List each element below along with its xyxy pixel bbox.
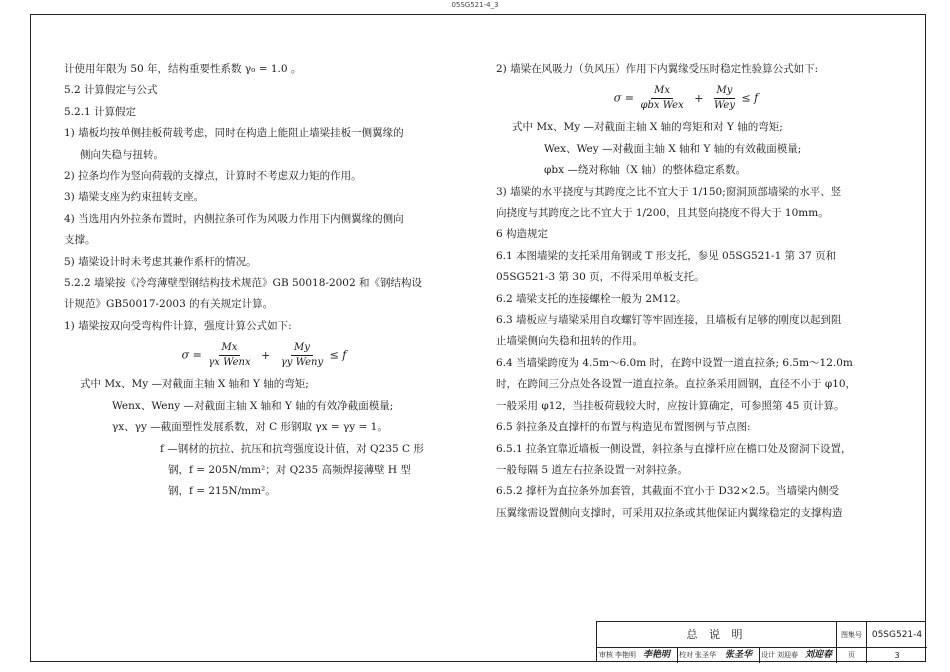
paragraph: 侧向失稳与扭转。 bbox=[80, 148, 164, 161]
right-column bbox=[496, 59, 876, 524]
signature-row bbox=[597, 648, 837, 663]
designer-signature: 刘迎春 bbox=[805, 650, 833, 660]
paragraph: 1) 墙板均按单侧挂板荷载考虑，同时在构造上能阻止墙梁挂板一侧翼缘的 bbox=[64, 127, 404, 140]
formula-numerator: My bbox=[291, 341, 313, 356]
paragraph: 计使用年限为 50 年，结构重要性系数 γ₀ = 1.0 。 bbox=[64, 63, 302, 75]
paragraph: 向挠度与其跨度之比不宜大于 1/200，且其竖向挠度不得大于 10mm。 bbox=[496, 207, 829, 220]
paragraph: 6.4 当墙梁跨度为 4.5m～6.0m 时，在跨中设置一道直拉条; 6.5m～12.0m bbox=[496, 356, 853, 369]
definition: 式中 Mx、My —对截面主轴 X 轴的弯矩和对 Y 轴的弯矩; bbox=[512, 121, 783, 134]
formula-fraction bbox=[205, 341, 253, 370]
paragraph: 3) 墙梁支座为约束扭转支座。 bbox=[64, 191, 205, 204]
formula-fraction bbox=[278, 341, 326, 370]
formula-fraction bbox=[711, 84, 738, 113]
title-block bbox=[596, 621, 926, 662]
paragraph: 4) 当选用内外拉条布置时，内侧拉条可作为风吸力作用下内侧翼缘的侧向 bbox=[64, 212, 404, 225]
formula-lhs: σ = bbox=[613, 91, 634, 105]
atlas-number-label: 图集号 bbox=[837, 622, 867, 648]
paragraph: 2) 拉条均作为竖向荷载的支撑点，计算时不考虑双力矩的作用。 bbox=[64, 170, 362, 183]
drawing-title: 总 说 明 bbox=[597, 622, 837, 648]
cell-divider bbox=[759, 648, 760, 663]
formula-rhs: ≤ f bbox=[741, 91, 759, 105]
formula-rhs: ≤ f bbox=[329, 348, 347, 362]
paragraph: 6.2 墙梁支托的连接螺栓一般为 2M12。 bbox=[496, 292, 687, 305]
subsection-heading: 5.2.1 计算假定 bbox=[64, 105, 137, 118]
paragraph: 压翼缘需设置侧向支撑时，可采用双拉条或其他保证内翼缘稳定的支撑构造 bbox=[496, 506, 843, 519]
definition: γx、γy —截面塑性发展系数，对 C 形钢取 γx = γy = 1。 bbox=[112, 421, 388, 434]
paragraph: 6.5.1 拉条宜靠近墙板一侧设置，斜拉条与直撑杆应在檐口处及窗洞下设置， bbox=[496, 442, 852, 455]
paragraph: 5.2.2 墙梁按《冷弯薄壁型钢结构技术规范》GB 50018-2002 和《钢结构设 bbox=[64, 277, 423, 290]
section-heading: 5.2 计算假定与公式 bbox=[64, 84, 158, 97]
review-label: 审核 bbox=[599, 651, 613, 659]
definition: 式中 Mx、My —对截面主轴 X 轴和 Y 轴的弯矩; bbox=[80, 378, 309, 391]
paragraph: 6.1 本图墙梁的支托采用角钢或 T 形支托，参见 05SG521-1 第 37 页和 bbox=[496, 249, 837, 262]
checker-signature: 张圣华 bbox=[725, 650, 753, 660]
design-label: 设计 bbox=[761, 651, 775, 659]
formula-numerator: Mx bbox=[651, 84, 673, 99]
definition: Wex、Wey —对截面主轴 X 轴和 Y 轴的有效截面模量; bbox=[544, 142, 802, 155]
formula-numerator: Mx bbox=[219, 341, 241, 356]
paragraph: 止墙梁侧向失稳和扭转的作用。 bbox=[496, 335, 643, 348]
formula-fraction bbox=[637, 84, 686, 113]
check-label: 校对 bbox=[679, 651, 693, 659]
paragraph: 时，在跨间三分点处各设置一道直拉条。直拉条采用圆钢，直径不小于 φ10， bbox=[496, 378, 857, 391]
paragraph: 6.5 斜拉条及直撑杆的布置与构造见布置图例与节点图: bbox=[496, 421, 751, 434]
formula-lhs: σ = bbox=[181, 348, 202, 362]
definition: 钢，f = 205N/mm²；对 Q235 高频焊接薄壁 H 型 bbox=[168, 463, 411, 476]
atlas-number: 05SG521-4 bbox=[867, 622, 927, 648]
page-label: 页 bbox=[837, 648, 867, 663]
definition: φbx —绕对称轴（X 轴）的整体稳定系数。 bbox=[544, 164, 747, 177]
page-tag: 05SG521-4_3 bbox=[451, 1, 499, 9]
formula-denominator: φbx Wex bbox=[640, 100, 684, 112]
checker-name: 张圣华 bbox=[695, 651, 716, 659]
reviewer-name: 李艳明 bbox=[615, 651, 636, 659]
paragraph: 计规范》GB50017-2003 的有关规定计算。 bbox=[64, 298, 274, 311]
formula-operator: + bbox=[261, 348, 271, 362]
formula-operator: + bbox=[694, 91, 704, 105]
formula-denominator: Wey bbox=[713, 100, 735, 112]
left-column bbox=[64, 59, 464, 503]
section-heading: 6 构造规定 bbox=[496, 228, 549, 241]
formula-denominator: γy Weny bbox=[280, 357, 324, 369]
paragraph: 2) 墙梁在风吸力（负风压）作用下内翼缘受压时稳定性验算公式如下: bbox=[496, 63, 819, 75]
reviewer-signature: 李艳明 bbox=[643, 650, 671, 660]
paragraph: 支撑。 bbox=[64, 234, 96, 247]
paragraph: 一般每隔 5 道左右拉条设置一对斜拉条。 bbox=[496, 463, 688, 476]
cell-divider bbox=[677, 648, 678, 663]
page-number: 3 bbox=[894, 651, 900, 660]
definition: Wenx、Weny —对截面主轴 X 轴和 Y 轴的有效净截面模量; bbox=[112, 399, 394, 412]
paragraph: 6.3 墙板应与墙梁采用自攻螺钉等牢固连接，且墙板有足够的刚度以起到阻 bbox=[496, 314, 842, 327]
strength-formula bbox=[64, 337, 464, 374]
formula-numerator: My bbox=[714, 84, 736, 99]
designer-name: 刘迎春 bbox=[777, 651, 798, 659]
paragraph: 1) 墙梁按双向受弯构件计算，强度计算公式如下: bbox=[64, 319, 292, 332]
stability-formula bbox=[496, 80, 876, 117]
definition: 钢，f = 215N/mm²。 bbox=[168, 485, 276, 498]
paragraph: 一般采用 φ12，当挂板荷载较大时，应按计算确定，可参照第 45 页计算。 bbox=[496, 399, 845, 412]
formula-denominator: γx Wenx bbox=[208, 357, 251, 369]
paragraph: 3) 墙梁的水平挠度与其跨度之比不宜大于 1/150;窗洞顶部墙梁的水平、竖 bbox=[496, 185, 842, 198]
definition: f —钢材的抗拉、抗压和抗弯强度设计值，对 Q235 C 形 bbox=[160, 442, 424, 455]
paragraph: 6.5.2 撑杆为直拉条外加套管，其截面不宜小于 D32×2.5。当墙梁内侧受 bbox=[496, 485, 840, 498]
paragraph: 05SG521-3 第 30 页，不得采用单板支托。 bbox=[496, 271, 705, 284]
paragraph: 5) 墙梁设计时未考虑其兼作系杆的情况。 bbox=[64, 255, 257, 268]
